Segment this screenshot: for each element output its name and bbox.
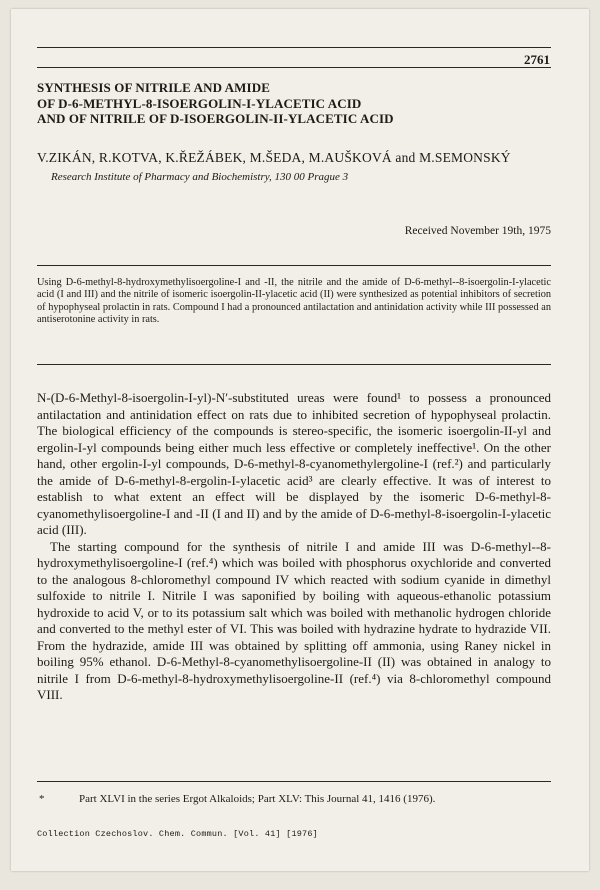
journal-page [11,9,589,871]
abstract-text: Using D-6-methyl-8-hydroxymethylisoergoline-I and -II, the nitrile and the amide of D-6-methyl--8-isoergolin-I-ylacetic acid (I and III) and the nitrile of isomeric isoergolin-II-ylacetic acid (II) were synthesized as potential inhibitors of secretion of hypophyseal prolactin in rats. Compound I had a pronounced antilactation and antinidation activity while III possessed an antiserotonine activity in rats. [37,277,551,326]
body-paragraph: N-(D-6-Methyl-8-isoergolin-I-yl)-N′-substituted ureas were found¹ to possess a pronounced antilactation and antinidation effect on rats due to inhibited secretion of hypophyseal prolactin. The biological efficiency of the compounds is stereo-specific, the isomeric isoergolin-II-yl and ergolin-I-yl compounds being either much less effective or completely ineffective¹. On the other hand, other ergolin-I-yl compounds, D-6-methyl-8-cyanomethylergoline-I (ref.²) and particularly the amide of D-6-methyl-8-ergolin-I-ylacetic acid³ are clearly effective. It was of interest to establish to what extent an effect will be displayed by the isomeric D-6-methyl-8-cyanomethylisoergoline-I and -II (I and II) and by the amide of D-6-methyl-8-isoergolin-I-ylacetic acid (III). [37,390,551,537]
article-title [37,80,557,127]
footnote-marker: * [39,793,45,805]
footnote [39,793,551,805]
page-number: 2761 [524,52,550,67]
article-body [37,390,551,704]
header-rule [37,47,551,48]
footnote-text: Part XLVI in the series Ergot Alkaloids; Part XLV: This Journal 41, 1416 (1976). [79,793,436,805]
abstract-top-rule [37,265,551,266]
header-rule-lower [37,67,551,68]
affiliation: Research Institute of Pharmacy and Biochemistry, 130 00 Prague 3 [51,171,349,183]
author-list: V.ZIKÁN, R.KOTVA, K.ŘEŽÁBEK, M.ŠEDA, M.AUŠKOVÁ and M.SEMONSKÝ [37,150,511,165]
received-date: Received November 19th, 1975 [404,225,551,237]
abstract-bottom-rule [37,364,551,365]
abstract [37,277,551,327]
title-line: AND OF NITRILE OF D-ISOERGOLIN-II-YLACETIC ACID [37,111,394,126]
footnote-rule [37,781,551,782]
title-line: OF D-6-METHYL-8-ISOERGOLIN-I-YLACETIC ACID [37,95,362,111]
title-line: SYNTHESIS OF NITRILE AND AMIDE [37,80,270,95]
journal-citation: Collection Czechoslov. Chem. Commun. [Vol. 41] [1976] [37,829,318,839]
body-paragraph: The starting compound for the synthesis of nitrile I and amide III was D-6-methyl--8-hydroxymethylisoergoline-I (ref.⁴) which was boiled with phosphorus oxychloride and converted to the analogous 8-chloromethyl compound IV which reacted with sodium cyanide in dimethyl sulfoxide to nitrile I. Nitrile I was saponified by boiling with aqueous-ethanolic potassium hydroxide to acid V, or to its potassium salt which was boiled with methanolic hydrogen chloride and converted to the methyl ester of VI. This was boiled with hydrazine hydrate to hydrazide VII. From the hydrazide, amide III was obtained by splitting off ammonia, using Raney nickel in boiling 95% ethanol. D-6-Methyl-8-cyanomethylisoergoline-II (II) was obtained in analogy to nitrile I from D-6-methyl-8-hydroxymethylisoergoline-II (ref.⁴) via 8-chloromethyl compound VIII. [37,538,551,702]
